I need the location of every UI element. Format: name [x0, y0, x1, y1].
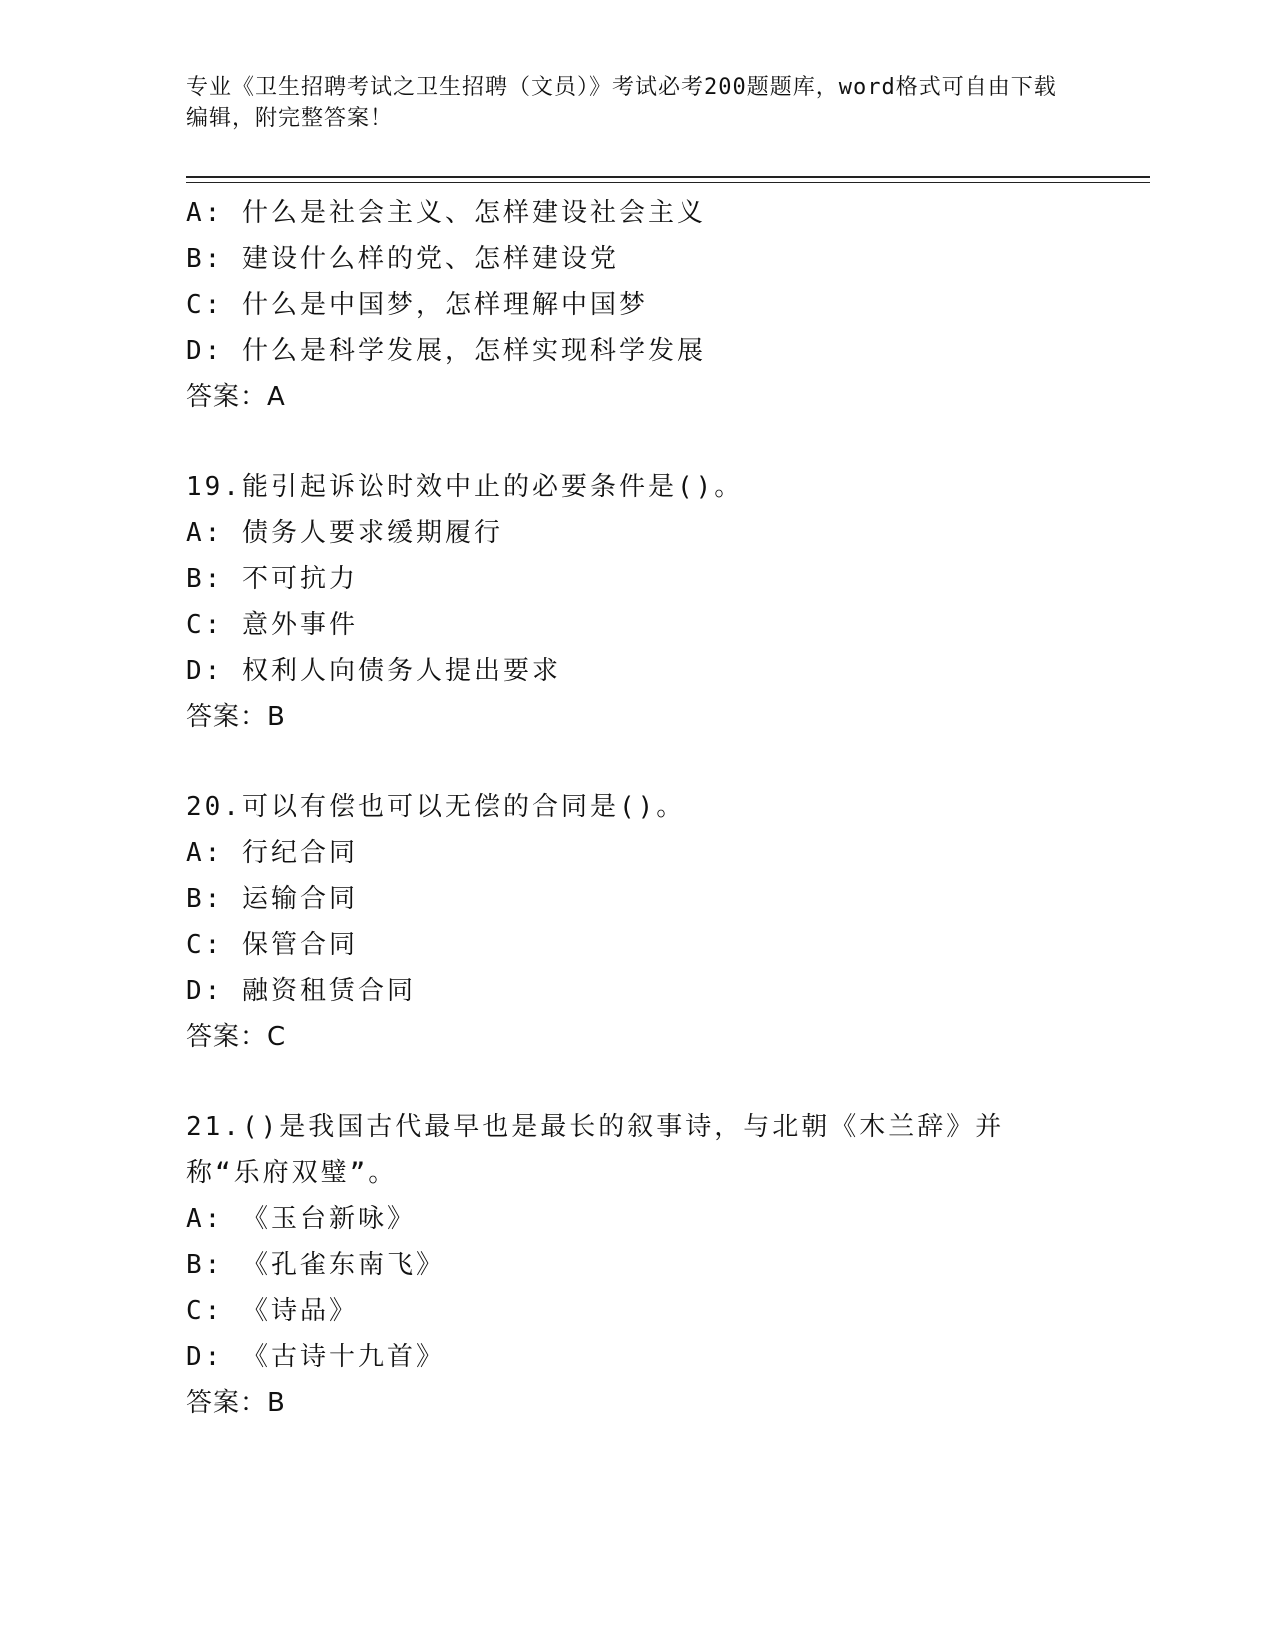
option-d: D: 权利人向债务人提出要求 [186, 656, 561, 686]
answer-line: 答案：B [186, 702, 286, 732]
option-b: B: 建设什么样的党、怎样建设党 [186, 244, 619, 274]
document-header: 专业《卫生招聘考试之卫生招聘（文员）》考试必考200题题库，word格式可自由下载编辑，附完整答案！ [186, 75, 1057, 131]
option-a: A: 《玉台新咏》 [186, 1204, 416, 1234]
option-c: C: 保管合同 [186, 930, 358, 960]
option-b: B: 《孔雀东南飞》 [186, 1250, 445, 1280]
question-text: 19.能引起诉讼时效中止的必要条件是()。 [186, 472, 744, 502]
answer-line: 答案：B [186, 1388, 286, 1418]
question-text: 21.()是我国古代最早也是最长的叙事诗，与北朝《木兰辞》并称“乐府双璧”。 [186, 1112, 1005, 1188]
question-20-block [186, 784, 1086, 1060]
header-divider-thin [186, 182, 1150, 183]
option-a: A: 债务人要求缓期履行 [186, 518, 503, 548]
question-list [186, 190, 1086, 1470]
option-d: D: 融资租赁合同 [186, 976, 416, 1006]
option-a: A: 什么是社会主义、怎样建设社会主义 [186, 198, 706, 228]
question-18-block [186, 190, 1086, 420]
option-c: C: 什么是中国梦，怎样理解中国梦 [186, 290, 648, 320]
question-text: 20.可以有偿也可以无偿的合同是()。 [186, 792, 686, 822]
header-divider-thick [186, 176, 1150, 178]
option-b: B: 不可抗力 [186, 564, 358, 594]
option-a: A: 行纪合同 [186, 838, 358, 868]
option-d: D: 《古诗十九首》 [186, 1342, 445, 1372]
option-d: D: 什么是科学发展，怎样实现科学发展 [186, 336, 706, 366]
option-b: B: 运输合同 [186, 884, 358, 914]
question-19-block [186, 464, 1086, 740]
question-21-block [186, 1104, 1086, 1426]
option-c: C: 《诗品》 [186, 1296, 358, 1326]
answer-line: 答案：C [186, 1022, 287, 1052]
option-c: C: 意外事件 [186, 610, 358, 640]
answer-line: 答案：A [186, 382, 286, 412]
